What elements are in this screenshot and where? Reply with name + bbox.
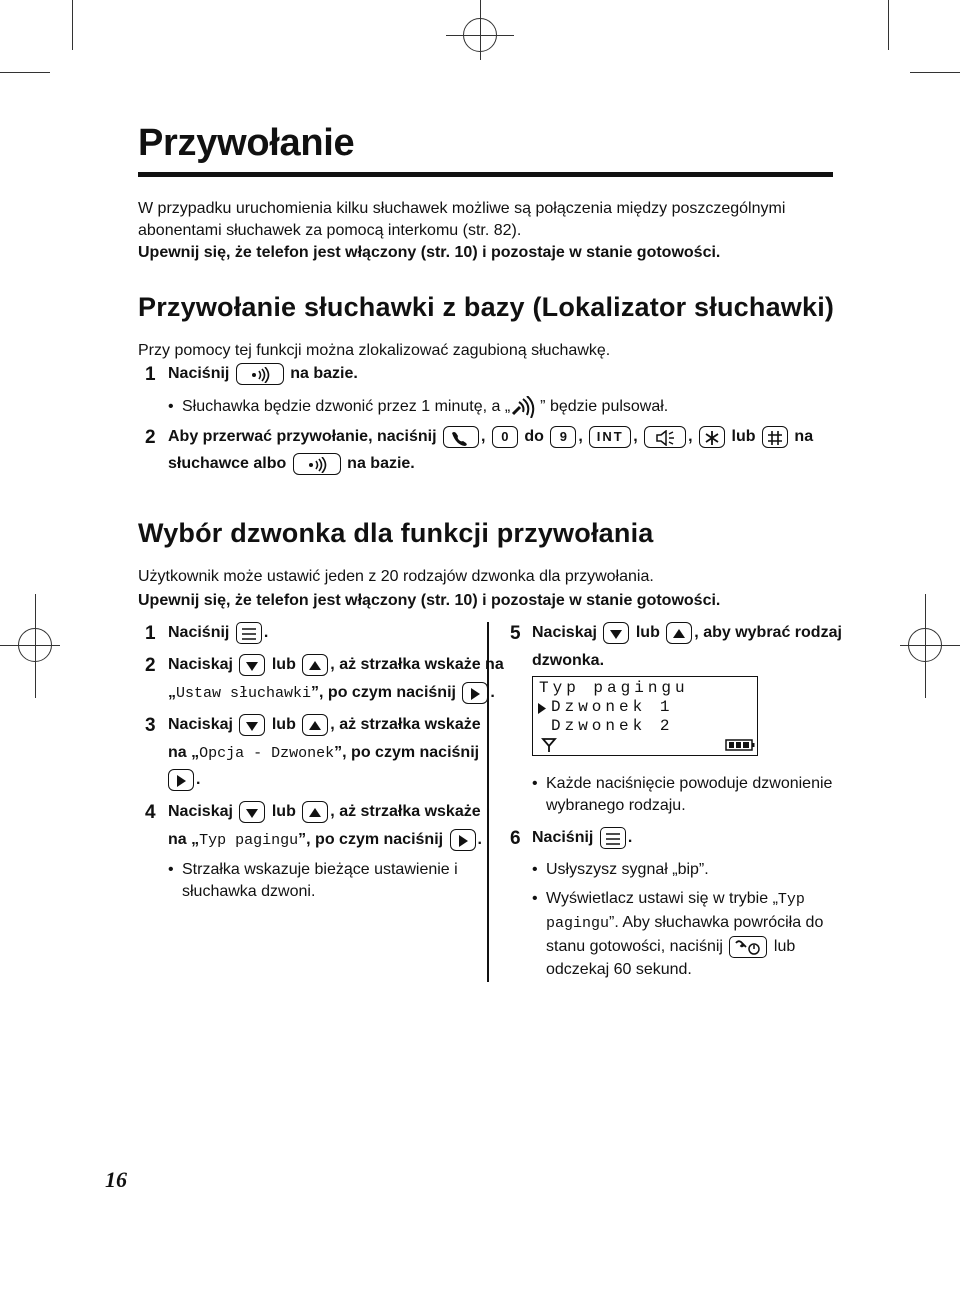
step-text: , aż strzałka wskaże: [330, 803, 481, 821]
step1-text: [168, 363, 358, 385]
step-text: lub: [271, 656, 296, 674]
step-text: , aż strzałka wskaże: [330, 716, 481, 734]
crop-mark: [72, 0, 73, 50]
bullet-text: • Strzałka wskazuje bieżące ustawienie i: [182, 861, 458, 878]
punct: .: [196, 771, 201, 789]
step-text: lub: [635, 624, 660, 642]
star-key: [699, 426, 725, 448]
bullet-text: słuchawka dzwoni.: [182, 883, 316, 900]
punct: ,: [633, 428, 638, 446]
up-key: [666, 622, 692, 644]
menu-icon: [240, 627, 258, 641]
punct: .: [490, 684, 495, 702]
step-text: , aby wybrać rodzaj: [694, 624, 842, 642]
arrow-up-icon: [672, 628, 686, 640]
page-title: Przywołanie: [138, 122, 355, 164]
bullet-text: lub: [773, 938, 796, 955]
bullet-text: ” będzie pulsował.: [540, 398, 669, 416]
step-text: lub: [271, 803, 296, 821]
step-number: 4: [145, 802, 156, 823]
right-key: [450, 829, 476, 851]
lcd-display: [532, 676, 758, 756]
right-key: [168, 769, 194, 791]
menu-key: [236, 622, 262, 644]
step-number: 2: [145, 427, 156, 448]
punct: ,: [688, 428, 693, 446]
hash-key: [762, 426, 788, 448]
bullet-item: [546, 859, 709, 881]
talk-key: [443, 426, 479, 448]
arrow-down-icon: [609, 628, 623, 640]
ringing-icon: [510, 396, 540, 418]
punct: .: [263, 624, 269, 642]
step-text-line2: [168, 742, 479, 765]
step-text: Aby przerwać przywołanie, naciśnij: [168, 428, 437, 446]
antenna-icon: [541, 737, 557, 753]
speaker-icon: [653, 430, 677, 446]
crop-mark: [0, 72, 50, 73]
section2-desc: Użytkownik może ustawić jeden z 20 rodzajów dzwonka dla przywołania.: [138, 568, 654, 585]
bullet-item: [182, 859, 458, 903]
phone-icon: [450, 430, 472, 446]
up-key: [302, 654, 328, 676]
section2-desc-bold: Upewnij się, że telefon jest włączony (str. 10) i pozostaje w stanie gotowości.: [138, 592, 721, 609]
section2-heading: Wybór dzwonka dla funkcji przywołania: [138, 518, 654, 548]
key-9: 9: [550, 426, 576, 448]
step-text: Naciskaj: [168, 716, 233, 734]
step-text: do: [524, 428, 544, 446]
step2-text-line2: [168, 453, 415, 475]
crop-mark: [888, 0, 889, 50]
step-text-line3: [168, 769, 200, 791]
bullet-text: Słuchawka będzie dzwonić przez 1 minutę, a „: [182, 398, 511, 416]
step-text: lub: [731, 428, 756, 446]
right-key: [462, 682, 488, 704]
battery-icon: [725, 739, 755, 751]
display-text: Opcja - Dzwonek: [199, 745, 335, 762]
step-text: na „: [168, 831, 200, 849]
arrow-down-icon: [245, 720, 259, 732]
arrow-up-icon: [308, 720, 322, 732]
hash-icon: [767, 430, 783, 446]
step-text: na bazie.: [347, 455, 415, 473]
bullet-item: [546, 773, 832, 817]
step-text: ”, po czym naciśnij: [298, 831, 444, 849]
step-text: [168, 801, 481, 823]
step-number: 3: [145, 715, 156, 736]
step-text: na „: [168, 744, 200, 761]
punct: .: [627, 829, 633, 847]
locator-key: [293, 453, 341, 475]
punct: „: [168, 684, 176, 702]
section1-desc: Przy pomocy tej funkcji można zlokalizować zagubioną słuchawkę.: [138, 342, 611, 359]
display-text: Typ: [777, 891, 805, 908]
step-text: [168, 622, 268, 644]
up-key: [302, 714, 328, 736]
step-text-line2: dzwonka.: [532, 652, 605, 669]
step-number: 2: [145, 655, 156, 676]
step-text: Naciśnij: [168, 624, 230, 642]
step-number: 5: [510, 623, 521, 644]
step-text: na: [794, 428, 814, 446]
section1-heading: Przywołanie słuchawki z bazy (Lokalizator słuchawki): [138, 292, 835, 322]
step-text: Naciśnij: [168, 365, 230, 383]
step-text: Naciśnij: [532, 829, 594, 847]
bullet-text: odczekaj 60 sekund.: [546, 961, 692, 978]
step-text: [532, 827, 632, 849]
step-text: [168, 714, 481, 736]
lcd-line: Dzwonek 2: [551, 717, 674, 735]
step-text-line2: [168, 682, 495, 705]
display-text: pagingu: [546, 915, 610, 932]
locator-icon: [247, 367, 273, 383]
step-text: ”, po czym naciśnij: [334, 744, 480, 761]
step-text: Naciskaj: [168, 803, 233, 821]
pointer-arrow-icon: [537, 702, 547, 715]
step2-text: [168, 426, 814, 448]
step-number: 6: [510, 828, 521, 849]
arrow-up-icon: [308, 660, 322, 672]
bullet-text: wybranego rodzaju.: [546, 797, 686, 814]
off-key: [729, 936, 767, 958]
step-text: [532, 622, 842, 644]
bullet-text: stanu gotowości, naciśnij: [546, 938, 723, 955]
step-text: na bazie.: [290, 365, 358, 383]
step-text: Naciskaj: [168, 656, 233, 674]
locator-icon: [304, 457, 330, 473]
arrow-right-icon: [469, 687, 481, 701]
punct: ,: [578, 428, 583, 446]
punct: .: [477, 831, 482, 849]
crop-mark: [925, 594, 926, 698]
key-0: 0: [492, 426, 518, 448]
menu-key: [600, 827, 626, 849]
step-text: lub: [271, 716, 296, 734]
display-text: Typ pagingu: [199, 832, 299, 850]
locator-key: [236, 363, 284, 385]
display-text: Ustaw słuchawki: [176, 685, 312, 703]
step-text-line2: [168, 829, 482, 852]
crop-mark: [446, 35, 514, 36]
step-text: , aż strzałka wskaże na: [330, 656, 504, 674]
lcd-line: Typ pagingu: [539, 679, 689, 697]
arrow-up-icon: [308, 807, 322, 819]
bullet-text: Wyświetlacz ustawi się w trybie „: [546, 890, 778, 907]
up-key: [302, 801, 328, 823]
off-icon: [734, 938, 762, 956]
step-text: ”, po czym naciśnij: [311, 684, 456, 702]
step-number: 1: [145, 623, 156, 644]
intro-bold: Upewnij się, że telefon jest włączony (str. 10) i pozostaje w stanie gotowości.: [138, 244, 721, 261]
punct: ,: [480, 428, 486, 446]
speaker-key: [644, 426, 686, 448]
arrow-right-icon: [457, 834, 469, 848]
title-rule: [138, 172, 833, 177]
lcd-line: Dzwonek 1: [551, 698, 674, 716]
step-number: 1: [145, 364, 156, 385]
bullet-text: ”. Aby słuchawka powróciła do: [609, 914, 824, 931]
page-number: 16: [105, 1167, 127, 1192]
down-key: [239, 654, 265, 676]
bullet-item: [546, 887, 823, 981]
bullet-item: [182, 396, 668, 418]
down-key: [603, 622, 629, 644]
down-key: [239, 714, 265, 736]
down-key: [239, 801, 265, 823]
menu-icon: [604, 832, 622, 846]
intro-text: W przypadku uruchomienia kilku słuchawek możliwe są połączenia między poszczególnymi abonentami słuchawek za pomocą interkomu (str. 82).: [138, 200, 786, 239]
int-key: INT: [589, 426, 631, 448]
crop-mark: [35, 594, 36, 698]
bullet-text: Usłyszysz sygnał „bip”.: [546, 861, 709, 878]
step-text: [168, 654, 504, 676]
arrow-right-icon: [175, 774, 187, 788]
crop-mark: [910, 72, 960, 73]
star-icon: [704, 430, 720, 446]
step-text: Naciskaj: [532, 624, 597, 642]
arrow-down-icon: [245, 660, 259, 672]
arrow-down-icon: [245, 807, 259, 819]
bullet-text: • Każde naciśnięcie powoduje dzwonienie: [546, 775, 833, 792]
step-text: słuchawce albo: [168, 455, 287, 473]
